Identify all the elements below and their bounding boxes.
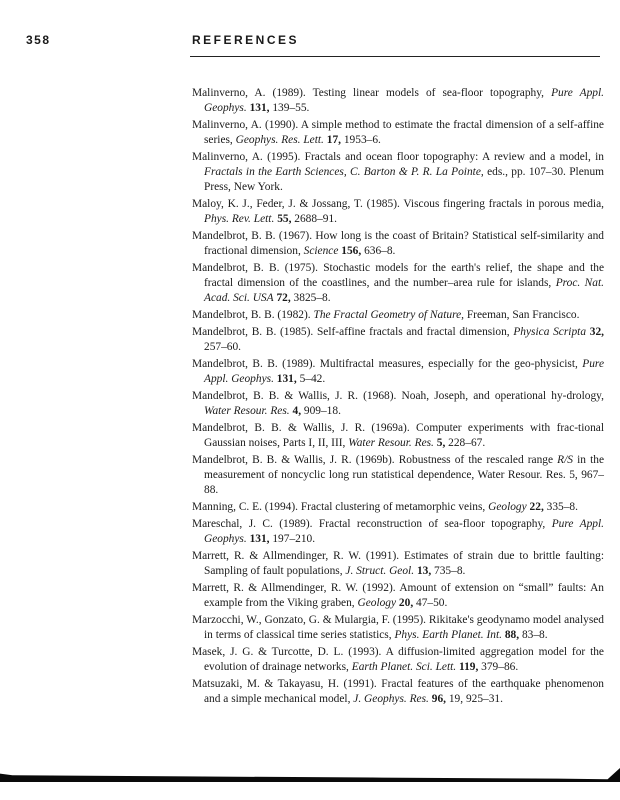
reference-authors-title: Mandelbrot, B. B. & Wallis, J. R. (1969b). Robustness of the rescaled range: [192, 454, 558, 466]
reference-entry: [192, 197, 604, 227]
reference-volume: 22,: [529, 501, 544, 513]
reference-pages: in the measurement of noncyclic long run statistical dependence, Water Resour. Res. 5, 967–88.: [204, 454, 604, 496]
reference-volume: 156,: [341, 245, 362, 257]
reference-journal: Science: [303, 245, 339, 257]
reference-pages: 257–60.: [204, 341, 242, 353]
reference-journal: Pure Appl. Geophys.: [204, 87, 604, 114]
reference-pages: Freeman, San Francisco.: [463, 309, 580, 321]
reference-pages: 636–8.: [361, 245, 396, 257]
reference-entry: [192, 229, 604, 259]
reference-entry: [192, 389, 604, 419]
reference-entry: [192, 581, 604, 611]
reference-journal: Pure Appl. Geophys.: [204, 358, 604, 385]
reference-journal: Geology: [488, 501, 527, 513]
reference-entry: [192, 500, 604, 515]
reference-authors-title: Mandelbrot, B. B. (1967). How long is the coast of Britain? Statistical self-similarity and fractional dimension,: [192, 230, 604, 257]
reference-pages: 2688–91.: [291, 213, 337, 225]
reference-pages: 3825–8.: [290, 292, 331, 304]
reference-journal: Earth Planet. Sci. Lett.: [351, 661, 457, 673]
reference-volume: 13,: [416, 565, 432, 577]
reference-authors-title: Mandelbrot, B. B. & Wallis, J. R. (1968). Noah, Joseph, and operational hy-drology,: [192, 390, 604, 402]
reference-authors-title: Mandelbrot, B. B. (1985). Self-affine fractals and fractal dimension,: [192, 326, 514, 338]
reference-journal: J. Struct. Geol.: [345, 565, 415, 577]
reference-journal: Phys. Earth Planet. Int.: [394, 629, 502, 641]
reference-volume: 131,: [249, 533, 270, 545]
reference-pages: 5–42.: [296, 373, 326, 385]
reference-entry: [192, 549, 604, 579]
reference-volume: 72,: [276, 292, 291, 304]
reference-list: [192, 86, 604, 709]
reference-pages: 197–210.: [269, 533, 316, 545]
reference-pages: 19, 925–31.: [446, 693, 503, 705]
reference-journal: Physica Scripta: [513, 326, 587, 338]
page-number: 358: [26, 33, 51, 47]
header-rule: [190, 56, 600, 57]
reference-pages: 1953–6.: [341, 134, 381, 146]
reference-volume: 131,: [249, 102, 270, 114]
reference-authors-title: Marzocchi, W., Gonzato, G. & Mulargia, F. (1995). Rikitake's geodynamo model analysed in terms of classical time series statistics,: [192, 614, 604, 641]
reference-volume: 131,: [276, 373, 297, 385]
reference-entry: [192, 421, 604, 451]
reference-entry: [192, 86, 604, 116]
reference-journal: Geophys. Res. Lett.: [235, 134, 324, 146]
reference-volume: 96,: [431, 693, 447, 705]
reference-authors-title: Mareschal, J. C. (1989). Fractal reconstruction of sea-floor topography,: [192, 518, 552, 530]
reference-authors-title: Manning, C. E. (1994). Fractal clustering of metamorphic veins,: [192, 501, 489, 513]
reference-entry: [192, 150, 604, 195]
reference-journal: Water Resour. Res.: [204, 405, 290, 417]
reference-volume: 119,: [459, 661, 479, 673]
page-header: [26, 33, 602, 49]
reference-journal: R/S: [557, 454, 573, 466]
reference-journal: Water Resour. Res.: [348, 437, 434, 449]
reference-authors-title: Mandelbrot, B. B. (1982).: [192, 309, 314, 321]
reference-volume: 88,: [504, 629, 520, 641]
reference-volume: 5,: [436, 437, 446, 449]
reference-pages: 47–50.: [413, 597, 448, 609]
reference-pages: 83–8.: [519, 629, 548, 641]
reference-authors-title: Malinverno, A. (1990). A simple method to estimate the fractal dimension of a self-affine series,: [192, 119, 604, 146]
reference-journal: Fractals in the Earth Sciences, C. Barton & P. R. La Pointe,: [204, 166, 484, 178]
reference-entry: [192, 325, 604, 355]
reference-entry: [192, 118, 604, 148]
reference-journal: Pure Appl. Geophys.: [204, 518, 604, 545]
running-head: REFERENCES: [192, 33, 300, 47]
reference-volume: 4,: [292, 405, 302, 417]
reference-journal: The Fractal Geometry of Nature,: [313, 309, 464, 321]
reference-pages: 735–8.: [431, 565, 466, 577]
reference-pages: 379–86.: [478, 661, 519, 673]
reference-volume: 32,: [589, 326, 604, 338]
reference-authors-title: Mandelbrot, B. B. (1975). Stochastic models for the earth's relief, the shape and the fractal dimension of the coastlines, and the number–area rule for islands,: [192, 262, 604, 289]
reference-volume: 20,: [398, 597, 414, 609]
reference-authors-title: Maloy, K. J., Feder, J. & Jossang, T. (1985). Viscous fingering fractals in porous media,: [192, 198, 604, 210]
reference-entry: [192, 261, 604, 306]
reference-journal: Geology: [357, 597, 397, 609]
reference-entry: [192, 613, 604, 643]
reference-authors-title: Malinverno, A. (1995). Fractals and ocean floor topography: A review and a model, in: [192, 151, 604, 163]
reference-entry: [192, 453, 604, 498]
reference-authors-title: Marrett, R. & Allmendinger, R. W. (1991). Estimates of strain due to brittle faulting: Sampling of fault populations,: [192, 550, 604, 577]
reference-volume: 17,: [326, 134, 342, 146]
reference-entry: [192, 357, 604, 387]
reference-entry: [192, 517, 604, 547]
reference-entry: [192, 308, 604, 323]
reference-pages: 228–67.: [445, 437, 486, 449]
reference-pages: 335–8.: [543, 501, 578, 513]
reference-authors-title: Mandelbrot, B. B. (1989). Multifractal measures, especially for the geo-physicist,: [192, 358, 583, 370]
reference-pages: eds., pp. 107–30. Plenum Press, New York.: [204, 166, 605, 193]
reference-journal: Phys. Rev. Lett.: [204, 213, 275, 225]
reference-volume: 55,: [277, 213, 292, 225]
scan-edge-shadow: [0, 768, 620, 782]
reference-entry: [192, 677, 604, 707]
reference-authors-title: Marrett, R. & Allmendinger, R. W. (1992). Amount of extension on “small” faults: An example from the Viking graben,: [192, 582, 604, 609]
reference-authors-title: Mandelbrot, B. B. & Wallis, J. R. (1969a). Computer experiments with frac-tional Gaussian noises, Parts I, II, III,: [192, 422, 604, 449]
reference-authors-title: Matsuzaki, M. & Takayasu, H. (1991). Fractal features of the earthquake phenomenon and a simple mechanical model,: [192, 678, 604, 705]
reference-journal: Proc. Nat. Acad. Sci. USA: [204, 277, 604, 304]
reference-authors-title: Masek, J. G. & Turcotte, D. L. (1993). A diffusion-limited aggregation model for the evolution of drainage networks,: [192, 646, 604, 673]
reference-journal: J. Geophys. Res.: [353, 693, 429, 705]
reference-pages: 139–55.: [269, 102, 310, 114]
reference-authors-title: Malinverno, A. (1989). Testing linear models of sea-floor topography,: [192, 87, 552, 99]
reference-pages: 909–18.: [301, 405, 341, 417]
reference-entry: [192, 645, 604, 675]
